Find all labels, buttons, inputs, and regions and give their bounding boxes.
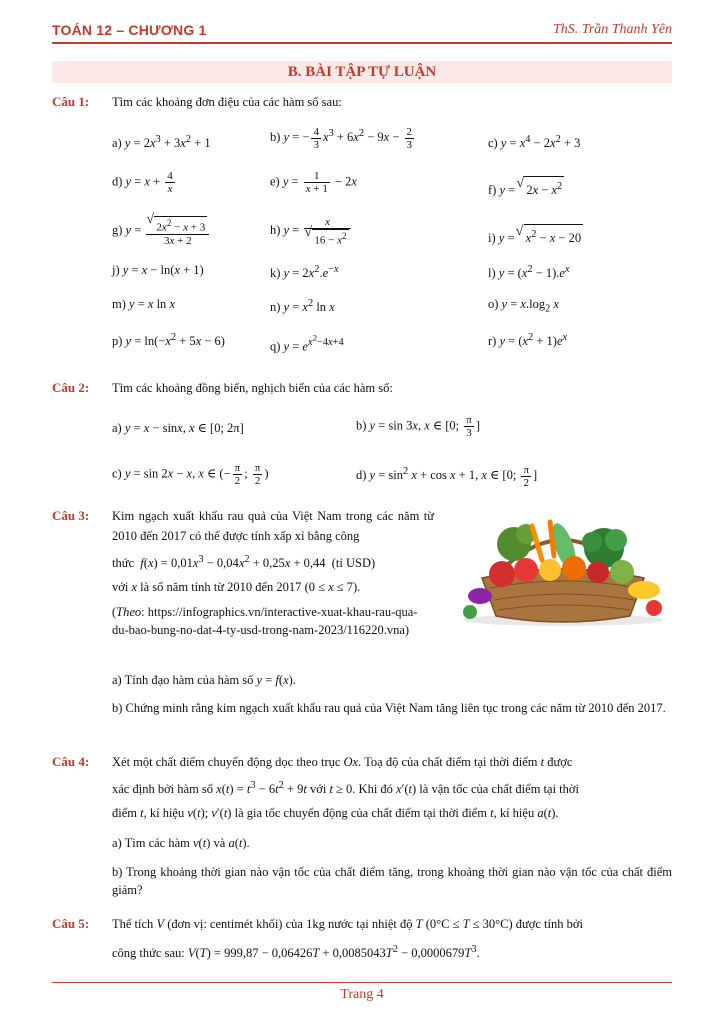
header-divider <box>52 42 672 44</box>
q4-line-2: xác định bởi hàm số $x(t) = t^3 - 6t^2 + 9t$ với t ≥ 0. Khi đó x′(t) là vận tốc của chất điểm tại thời <box>112 780 579 797</box>
q3-source: (Theo: https://infographics.vn/interactive-xuat-khau-rau-qua-du-bao-bung-no-dat-4-ty-usd-trong-nam-2023/116220.vna) <box>112 605 418 638</box>
q5-line-1: Thể tích V (đơn vị: centimét khối) của 1kg nước tại nhiệt độ T (0°C ≤ T ≤ 30°C) được tính bởi <box>112 917 583 931</box>
q1-item-c: c) $y = x^4 - 2x^2 + 3$ <box>488 134 581 151</box>
section-title: B. BÀI TẬP TỰ LUẬN <box>52 61 672 83</box>
question-3-label: Câu 3: <box>52 508 90 523</box>
question-1-prompt: Tìm các khoảng đơn điệu của các hàm số sau: <box>112 95 342 109</box>
q1-item-b: b) y = − $\frac{4}{3}$ $x^3 + 6x^2 - 9x$ − $\frac{2}{3}$ <box>270 125 412 151</box>
question-5-label: Câu 5: <box>52 916 90 931</box>
q4-line-1: Xét một chất điểm chuyển động dọc theo trục Ox. Toạ độ của chất điểm tại thời điểm t được <box>112 755 573 769</box>
page-number: Trang 4 <box>340 987 384 1002</box>
q1-item-k: k) $y = 2x^2.e^{-x}$ <box>270 264 339 281</box>
question-1-label: Câu 1: <box>52 94 90 109</box>
q2-item-b: b) y = sin 3x, x ∈ [0; $\frac{\pi}{3}$ ] <box>356 414 480 439</box>
q1-item-o: o) $y = x.\log_2$ x <box>488 297 559 315</box>
q1-item-i: i) y = √ $x^2 - x - 20$ <box>488 224 583 248</box>
q1-item-m: m) y = x ln x <box>112 297 175 311</box>
q1-item-a: a) $y = 2x^3 + 3x^2 + 1$ <box>112 134 211 151</box>
q1-item-e: e) y = $\frac{1}{x + 1}$ − 2x <box>270 170 357 195</box>
footer-divider <box>52 982 672 983</box>
header-author: ThS. Trần Thanh Yên <box>552 22 672 37</box>
question-2-label: Câu 2: <box>52 380 90 395</box>
q1-item-q: q) $y = e^{x^2-4x+4}$ <box>270 333 344 354</box>
page-header <box>52 22 672 44</box>
q1-item-l: l) $y = (x^2 - 1).e^x$ <box>488 264 570 281</box>
q1-item-d: d) y = x + $\frac{4}{x}$ <box>112 170 173 195</box>
q3-formula: thức $f(x) = 0,01x^3 - 0,04x^2 + 0,25x + 0,44$ (tỉ USD) <box>112 554 376 571</box>
q3-part-a: a) Tính đạo hàm của hàm số y = f(x). <box>112 673 296 687</box>
question-2-prompt: Tìm các khoảng đồng biến, nghịch biến của các hàm số: <box>112 381 393 395</box>
q4-part-b: b) Trong khoảng thời gian nào vận tốc của chất điểm tăng, trong khoảng thời gian nào vận tốc của chất điểm giảm? <box>112 865 672 898</box>
q2-row-1 <box>112 412 672 444</box>
q2-row-2 <box>112 458 672 492</box>
q1-row-6 <box>112 328 672 354</box>
q3-domain: với x là số năm tính từ 2010 đến 2017 (0 ≤ x ≤ 7). <box>112 580 361 595</box>
q3-intro: Kim ngạch xuất khẩu rau quả của Việt Nam trong các năm từ 2010 đến 2017 có thể được tính xấp xỉ bằng công <box>112 509 434 543</box>
q1-item-j: j) y = x − ln(x + 1) <box>112 263 204 277</box>
q1-item-g: g) y = √ $\frac{2x^2 - x + 3}{3x + 2}$ <box>112 216 211 247</box>
q1-row-1 <box>112 124 672 154</box>
q1-item-p: p) $y = \ln(-x^2 + 5x - 6)$ <box>112 332 225 349</box>
q1-row-3 <box>112 216 672 250</box>
vegetable-basket-image <box>454 512 672 628</box>
q2-item-d: d) $y = \sin^2 x + \cos x + 1$, x ∈ [0; $\frac{\pi}{2}$ ] <box>356 463 538 489</box>
question-4-label: Câu 4: <box>52 754 90 769</box>
q1-item-f: f) y = √ $2x - x^2$ <box>488 176 564 200</box>
q1-item-n: n) $y = x^2$ ln x <box>270 298 335 315</box>
q5-line-2: công thức sau: $V(T) = 999,87 - 0,06426T + 0,0085043T^2 - 0,0000679T^3$. <box>112 944 480 961</box>
q1-row-4 <box>112 260 672 280</box>
q2-item-c: c) y = sin 2x − x, x ∈ (− $\frac{\pi}{2}$ ; $\frac{\pi}{2}$ ) <box>112 462 269 487</box>
q1-row-2 <box>112 170 672 200</box>
q1-row-5 <box>112 294 672 314</box>
q4-part-a: a) Tìm các hàm v(t) và a(t). <box>112 836 250 851</box>
header-chapter: TOÁN 12 – CHƯƠNG 1 <box>52 22 207 38</box>
q2-item-a: a) y = x − sinx, x ∈ [0; 2π] <box>112 421 244 435</box>
q1-item-h: h) y = x √ $16 - x^2$ <box>270 216 353 247</box>
q1-item-r: r) $y = (x^2 + 1)e^x$ <box>488 332 568 349</box>
q4-line-3: điểm t, kí hiệu v(t); v′(t) là gia tốc chuyển động của chất điểm tại thời điểm t, kí hiệu a(t). <box>112 806 559 821</box>
q3-part-b: b) Chứng minh rằng kim ngạch xuất khẩu rau quả của Việt Nam tăng liên tục trong các năm từ 2010 đến 2017. <box>112 701 666 715</box>
